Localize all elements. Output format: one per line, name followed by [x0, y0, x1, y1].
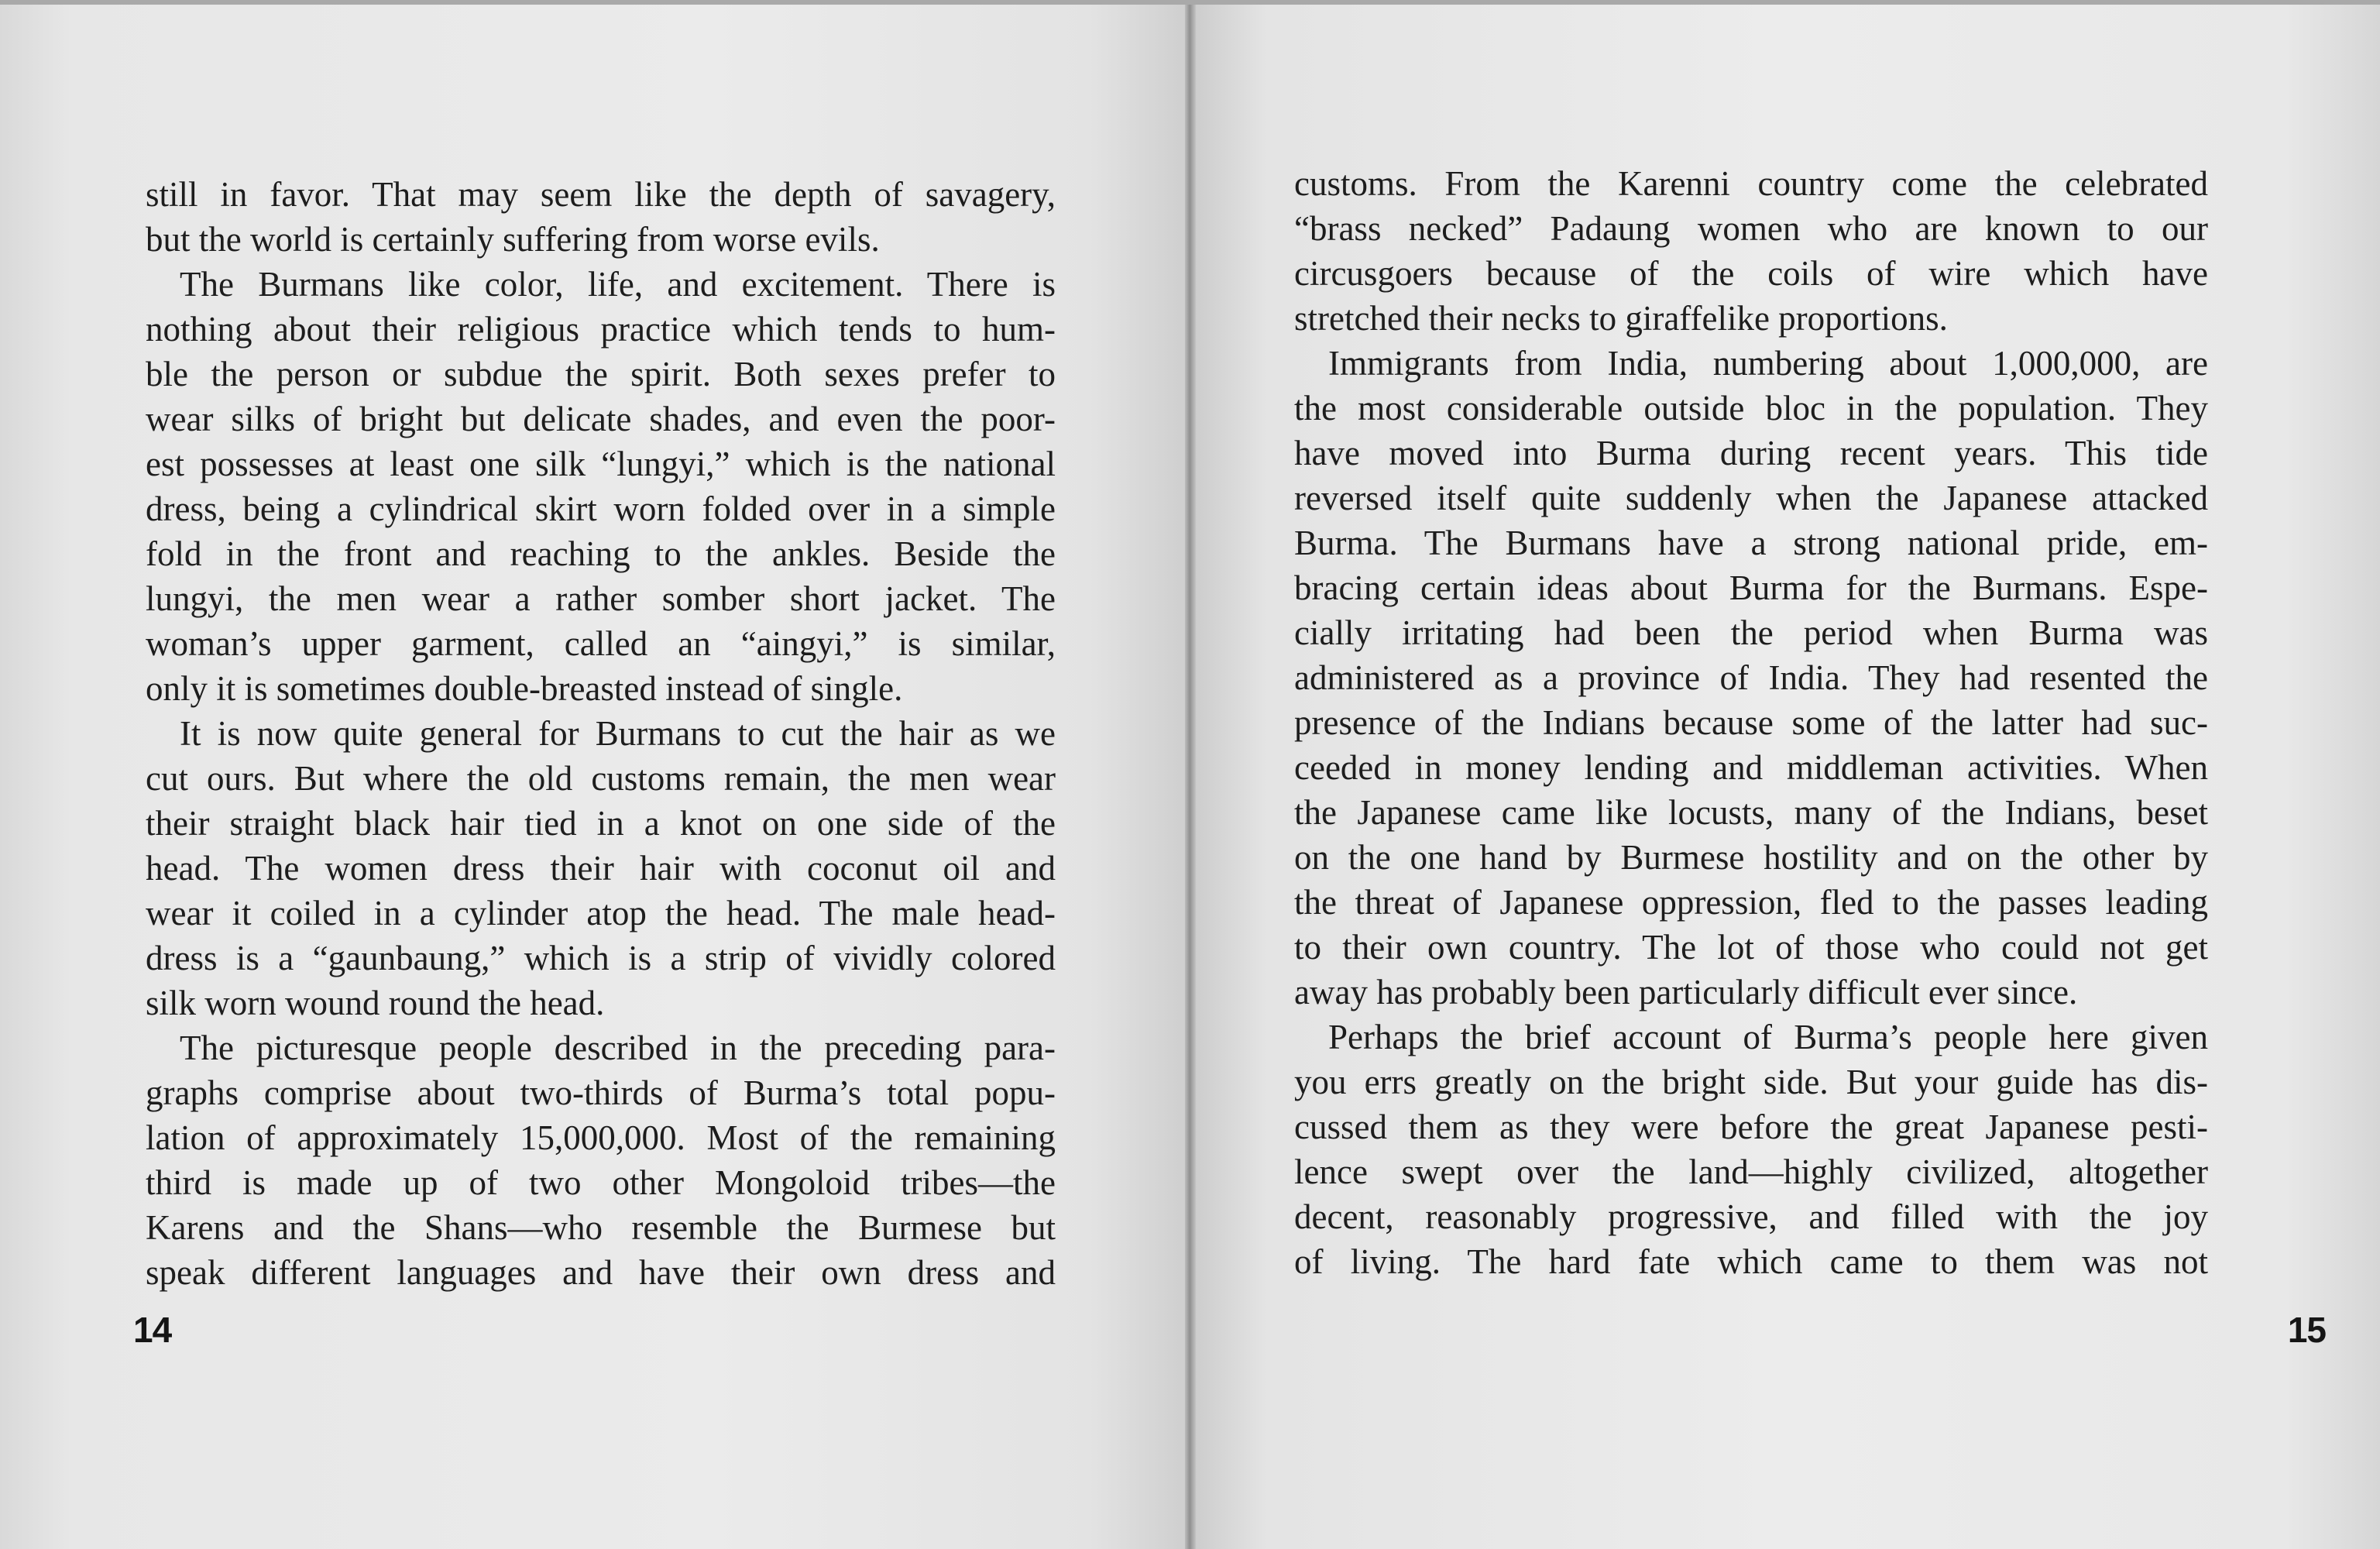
text-line: It is now quite general for Burmans to cut the hair as we: [180, 714, 1056, 753]
text-line: third is made up of two other Mongoloid tribes—the: [146, 1163, 1056, 1202]
text-line: dress, being a cylindrical skirt worn folded over in a simple: [146, 489, 1056, 528]
text-line: The picturesque people described in the preceding para-: [180, 1029, 1056, 1067]
text-line: speak different languages and have their own dress and: [146, 1253, 1056, 1292]
text-line: Burma. The Burmans have a strong national pride, em-: [1294, 524, 2208, 562]
text-line: lungyi, the men wear a rather somber short jacket. The: [146, 579, 1056, 618]
left-page: [0, 0, 1185, 1549]
text-line: stretched their necks to giraffelike proportions.: [1294, 299, 1948, 338]
text-line: woman’s upper garment, called an “aingyi,” is similar,: [146, 624, 1056, 663]
text-line: on the one hand by Burmese hostility and on the other by: [1294, 838, 2208, 877]
top-edge-shadow: [0, 0, 2380, 5]
text-line: lation of approximately 15,000,000. Most of the remaining: [146, 1118, 1056, 1157]
right-page-text: [1294, 161, 2208, 1284]
text-line: administered as a province of India. They had resented the: [1294, 658, 2208, 697]
text-line: circusgoers because of the coils of wire which have: [1294, 254, 2208, 293]
text-line: the Japanese came like locusts, many of the Indians, beset: [1294, 793, 2208, 832]
text-line: nothing about their religious practice which tends to hum-: [146, 310, 1056, 349]
text-line: silk worn wound round the head.: [146, 984, 605, 1022]
text-line: dress is a “gaunbaung,” which is a strip of vividly colored: [146, 939, 1056, 977]
left-page-text: [146, 172, 1056, 1295]
text-line: but the world is certainly suffering from worse evils.: [146, 220, 880, 259]
text-line: to their own country. The lot of those who could not get: [1294, 928, 2208, 967]
text-line: lence swept over the land—highly civilized, altogether: [1294, 1152, 2208, 1191]
text-line: ceeded in money lending and middleman activities. When: [1294, 748, 2208, 787]
text-line: head. The women dress their hair with coconut oil and: [146, 849, 1056, 888]
text-line: Karens and the Shans—who resemble the Burmese but: [146, 1208, 1056, 1247]
text-line: est possesses at least one silk “lungyi,” which is the national: [146, 445, 1056, 483]
text-line: only it is sometimes double-breasted instead of single.: [146, 669, 903, 708]
text-line: bracing certain ideas about Burma for the Burmans. Espe-: [1294, 568, 2208, 607]
text-line: their straight black hair tied in a knot on one side of the: [146, 804, 1056, 843]
text-line: The Burmans like color, life, and excitement. There is: [180, 265, 1056, 304]
text-line: still in favor. That may seem like the depth of savagery,: [146, 175, 1056, 214]
text-line: the most considerable outside bloc in the population. They: [1294, 389, 2208, 428]
text-line: decent, reasonably progressive, and filled with the joy: [1294, 1197, 2208, 1236]
text-line: reversed itself quite suddenly when the Japanese attacked: [1294, 479, 2208, 517]
text-line: cussed them as they were before the great Japanese pesti-: [1294, 1108, 2208, 1146]
text-line: Immigrants from India, numbering about 1,000,000, are: [1328, 344, 2208, 383]
text-line: cially irritating had been the period when Burma was: [1294, 613, 2208, 652]
text-line: away has probably been particularly difficult ever since.: [1294, 973, 2078, 1011]
page-number: 14: [133, 1310, 172, 1350]
text-line: you errs greatly on the bright side. But your guide has dis-: [1294, 1063, 2208, 1101]
text-line: the threat of Japanese oppression, fled to the passes leading: [1294, 883, 2208, 922]
text-line: have moved into Burma during recent years. This tide: [1294, 434, 2208, 472]
text-line: cut ours. But where the old customs remain, the men wear: [146, 759, 1056, 798]
text-line: wear silks of bright but delicate shades, and even the poor-: [146, 400, 1056, 438]
text-line: of living. The hard fate which came to them was not: [1294, 1242, 2208, 1281]
text-line: wear it coiled in a cylinder atop the head. The male head-: [146, 894, 1056, 932]
text-line: Perhaps the brief account of Burma’s people here given: [1328, 1018, 2208, 1056]
text-line: fold in the front and reaching to the ankles. Beside the: [146, 534, 1056, 573]
book-gutter: [1185, 0, 1196, 1549]
text-line: customs. From the Karenni country come the celebrated: [1294, 164, 2208, 203]
text-line: presence of the Indians because some of the latter had suc-: [1294, 703, 2208, 742]
text-line: ble the person or subdue the spirit. Both sexes prefer to: [146, 355, 1056, 393]
text-line: “brass necked” Padaung women who are known to our: [1294, 209, 2208, 248]
page-number: 15: [2287, 1310, 2326, 1350]
right-page: [1196, 0, 2380, 1549]
text-line: graphs comprise about two-thirds of Burma’s total popu-: [146, 1073, 1056, 1112]
